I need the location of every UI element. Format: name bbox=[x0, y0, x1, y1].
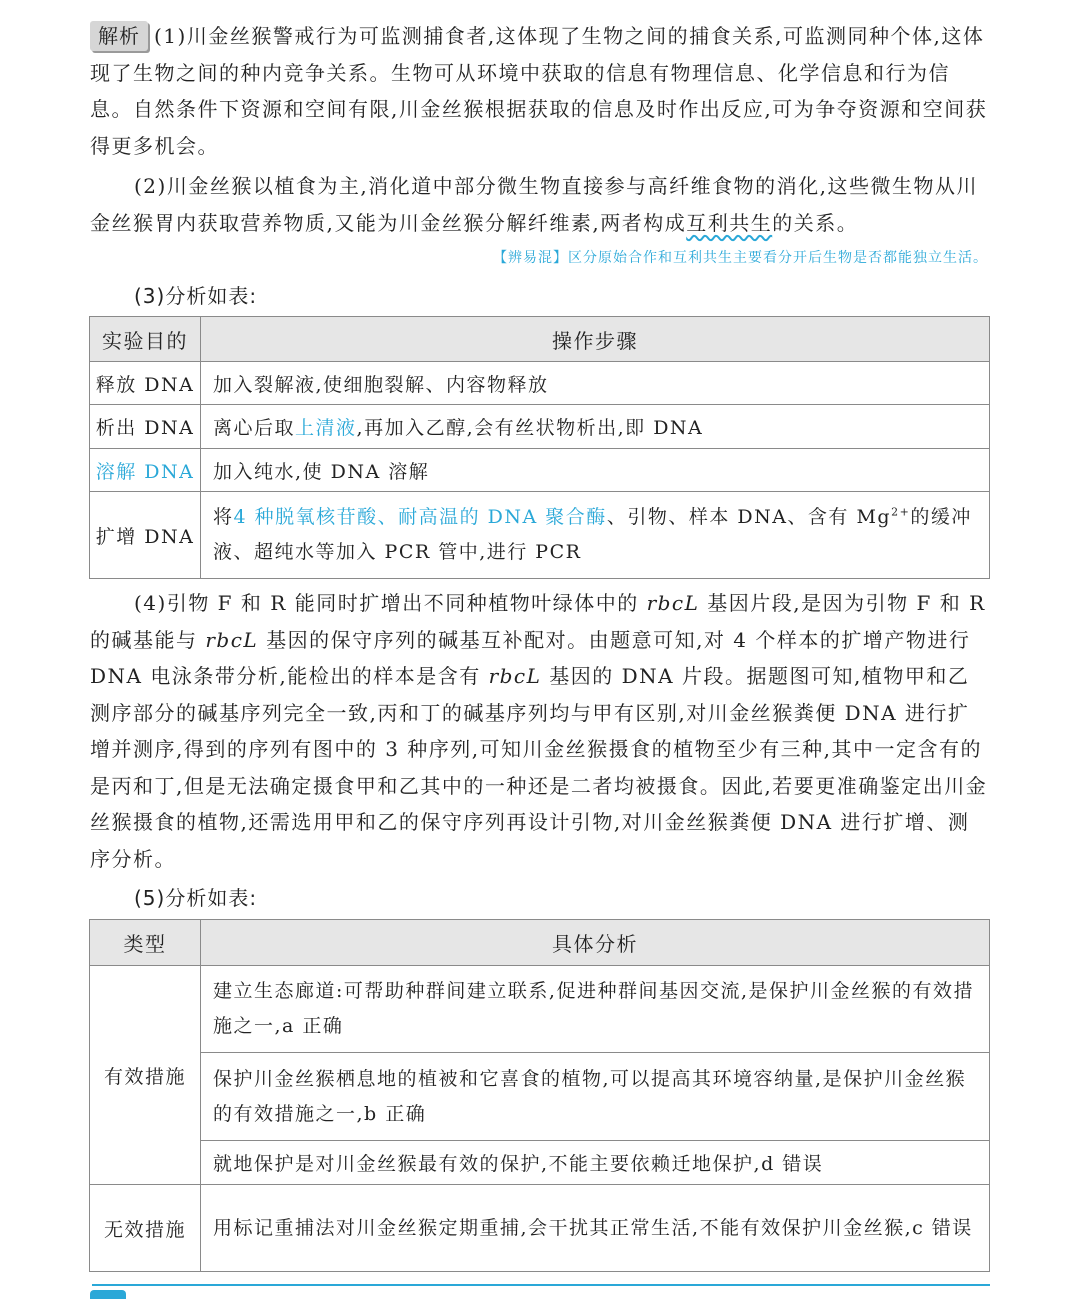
type-cell: 有效措施 bbox=[90, 966, 201, 1185]
key-term: 互利共生 bbox=[686, 210, 773, 235]
p4-text: (4)引物 F 和 R 能同时扩增出不同种植物叶绿体中的 bbox=[134, 591, 647, 615]
conservation-table bbox=[89, 919, 990, 1272]
paragraph-1-text: (1)川金丝猴警戒行为可监测捕食者,这体现了生物之间的捕食关系,可监测同种个体,这体现了生物之间的种内竞争关系。生物可从环境中获取的信息有物理信息、化学信息和行为信息。自然条件下资源和空间有限,川金丝猴根据获取的信息及时作出反应,可为争夺资源和空间获得更多机会。 bbox=[90, 24, 988, 158]
type-cell: 无效措施 bbox=[90, 1185, 201, 1272]
gene-name: rbcL bbox=[646, 591, 700, 615]
purpose-cell: 扩增 DNA bbox=[90, 492, 201, 579]
step-text: 的缓冲液、超纯水等加入 PCR 管中,进行 PCR bbox=[213, 506, 972, 563]
column-header: 实验目的 bbox=[90, 317, 201, 362]
table-row bbox=[90, 1053, 990, 1141]
table-row bbox=[90, 966, 990, 1053]
superscript: 2+ bbox=[891, 505, 911, 519]
purpose-cell-highlight: 溶解 DNA bbox=[90, 449, 201, 492]
analysis-cell: 就地保护是对川金丝猴最有效的保护,不能主要依赖迁地保护,d 错误 bbox=[201, 1141, 990, 1185]
column-header: 具体分析 bbox=[201, 920, 990, 966]
analysis-tag: 解析 bbox=[90, 21, 148, 51]
p4-text: 基因片段,是因为引物 F 和 R 的碱基能与 bbox=[90, 591, 986, 652]
purpose-cell: 释放 DNA bbox=[90, 362, 201, 405]
step-text: 、引物、样本 DNA、含有 Mg bbox=[606, 506, 892, 528]
p4-text: 基因的保守序列的碱基互补配对。由题意可知,对 4 个样本的扩增产物进行 DNA 电泳条带分析,能检出的样本是含有 bbox=[90, 627, 971, 688]
paragraph-2 bbox=[90, 168, 990, 241]
paragraph-4 bbox=[90, 585, 990, 877]
step-text: 离心后取 bbox=[213, 417, 296, 439]
highlight-text: 上清液 bbox=[295, 417, 357, 439]
gene-name: rbcL bbox=[205, 627, 259, 652]
table-row bbox=[90, 1141, 990, 1185]
step-cell bbox=[201, 405, 990, 449]
purpose-cell: 析出 DNA bbox=[90, 405, 201, 449]
table-row bbox=[90, 362, 990, 405]
step-cell bbox=[201, 492, 990, 579]
table-header-row bbox=[90, 920, 990, 966]
dna-procedure-table bbox=[89, 316, 990, 579]
paragraph-1 bbox=[90, 18, 990, 164]
gene-name: rbcL bbox=[488, 664, 542, 688]
side-note: 【辨易混】区分原始合作和互利共生主要看分开后生物是否都能独立生活。 bbox=[493, 250, 988, 266]
footer-rule bbox=[92, 1284, 990, 1286]
table-row bbox=[90, 1185, 990, 1272]
analysis-cell: 建立生态廊道:可帮助种群间建立联系,促进种群间基因交流,是保护川金丝猴的有效措施之一,a 正确 bbox=[201, 966, 990, 1053]
paragraph-2-text: (2)川金丝猴以植食为主,消化道中部分微生物直接参与高纤维食物的消化,这些微生物从川金丝猴胃内获取营养物质,又能为川金丝猴分解纤维素,两者构成 bbox=[90, 174, 979, 235]
footer-tab bbox=[90, 1290, 126, 1299]
table-row bbox=[90, 405, 990, 449]
section-3-heading: (3)分析如表: bbox=[134, 284, 258, 308]
step-text: ,再加入乙醇,会有丝状物析出,即 DNA bbox=[356, 417, 704, 439]
column-header: 操作步骤 bbox=[201, 317, 990, 362]
step-cell: 加入纯水,使 DNA 溶解 bbox=[201, 449, 990, 492]
paragraph-2-end: 的关系。 bbox=[772, 210, 859, 235]
highlight-text: 4 种脱氧核苷酸、耐高温的 DNA 聚合酶 bbox=[233, 506, 607, 528]
table-header-row bbox=[90, 317, 990, 362]
table-row bbox=[90, 449, 990, 492]
analysis-cell: 保护川金丝猴栖息地的植被和它喜食的植物,可以提高其环境容纳量,是保护川金丝猴的有效措施之一,b 正确 bbox=[201, 1053, 990, 1141]
p4-text: 基因的 DNA 片段。据题图可知,植物甲和乙测序部分的碱基序列完全一致,丙和丁的碱基序列均与甲有区别,对川金丝猴粪便 DNA 进行扩增并测序,得到的序列有图中的 3 种序列,可知川金丝猴摄食的植物至少有三种,其中一定含有的是丙和丁,但是无法确定摄食甲和乙其中的一种还是二者均被摄食。因此,若要更准确鉴定出川金丝猴摄食的植物,还需选用甲和乙的保守序列再设计引物,对川金丝猴粪便 DNA 进行扩增、测序分析。 bbox=[90, 664, 988, 871]
analysis-cell: 用标记重捕法对川金丝猴定期重捕,会干扰其正常生活,不能有效保护川金丝猴,c 错误 bbox=[201, 1185, 990, 1272]
step-text: 将 bbox=[213, 506, 234, 528]
section-5-heading: (5)分析如表: bbox=[134, 886, 258, 910]
step-cell: 加入裂解液,使细胞裂解、内容物释放 bbox=[201, 362, 990, 405]
column-header: 类型 bbox=[90, 920, 201, 966]
table-row bbox=[90, 492, 990, 579]
